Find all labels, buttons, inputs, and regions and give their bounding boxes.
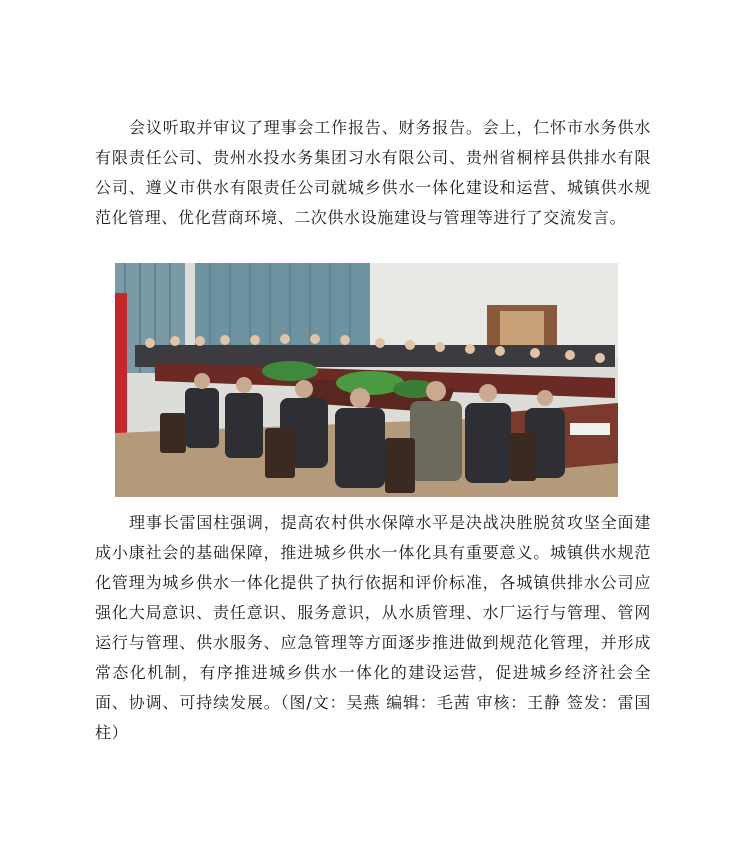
- article-paragraph-1: 会议听取并审议了理事会工作报告、财务报告。会上，仁怀市水务供水有限责任公司、贵州水投水务集团习水有限公司、贵州省桐梓县供排水有限公司、遵义市供水有限责任公司就城乡供水一体化建设和运营、城镇供水规范化管理、优化营商环境、二次供水设施建设与管理等进行了交流发言。: [95, 118, 651, 227]
- article-paragraph-2: 理事长雷国柱强调，提高农村供水保障水平是决战决胜脱贫攻坚全面建成小康社会的基础保障，推进城乡供水一体化具有重要意义。城镇供水规范化管理为城乡供水一体化提供了执行依据和评价标准，各城镇供排水公司应强化大局意识、责任意识、服务意识，从水质管理、水厂运行与管理、管网运行与管理、供水服务、应急管理等方面逐步推进做到规范化管理，并形成常态化机制，有序推进城乡供水一体化的建设运营，促进城乡经济社会全面、协调、可持续发展。（图/文：吴燕 编辑：毛茜 审核：王静 签发：雷国柱）: [95, 513, 651, 742]
- meeting-photo: [115, 263, 618, 497]
